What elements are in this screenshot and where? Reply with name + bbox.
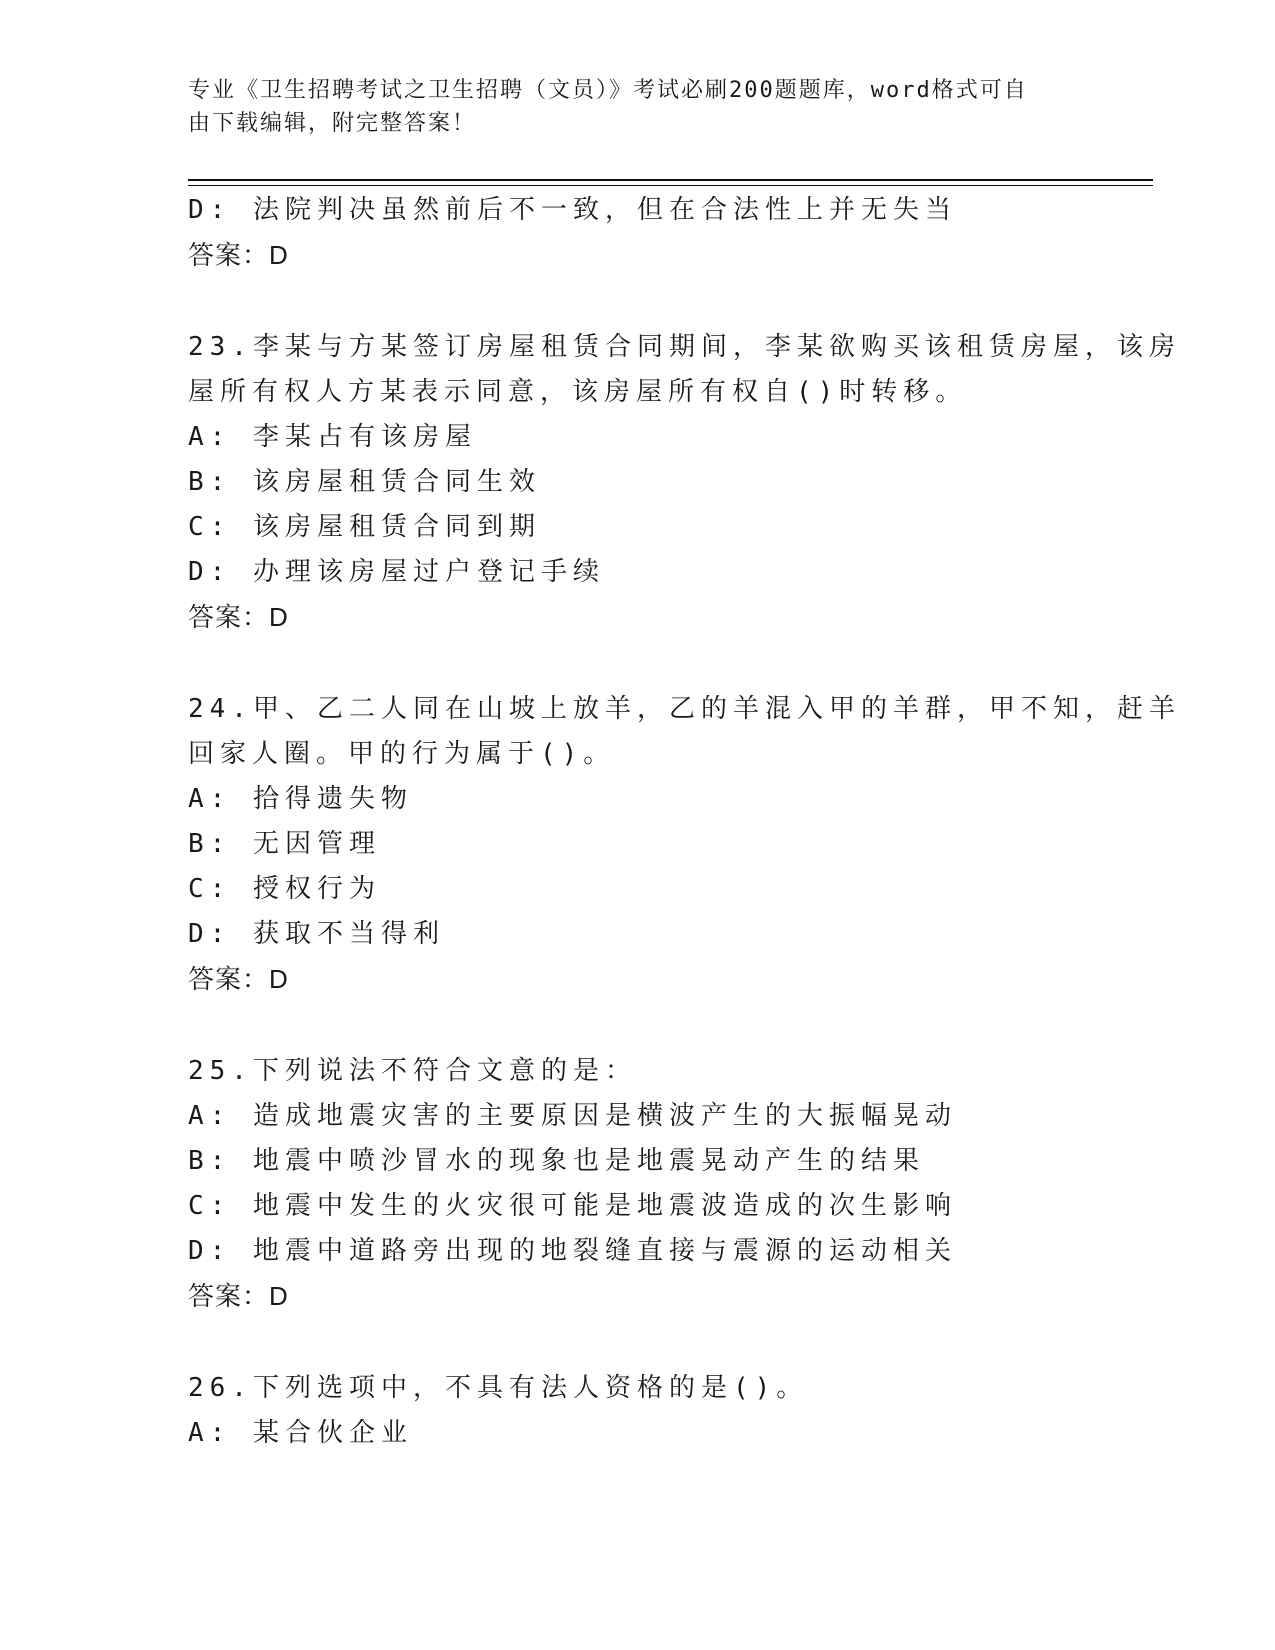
option-d: D: 地震中道路旁出现的地裂缝直接与震源的运动相关 (188, 1236, 957, 1266)
option-d: D: 获取不当得利 (188, 919, 445, 949)
option-a: A: 李某占有该房屋 (188, 422, 477, 452)
option-b: B: 该房屋租赁合同生效 (188, 467, 541, 497)
answer: 答案：D (188, 602, 289, 632)
question-stem-cont: 屋所有权人方某表示同意，该房屋所有权自()时转移。 (188, 377, 968, 407)
question-stem-cont: 回家人圈。甲的行为属于()。 (188, 739, 616, 769)
option-c: C: 地震中发生的火灾很可能是地震波造成的次生影响 (188, 1191, 957, 1221)
header-line-1: 专业《卫生招聘考试之卫生招聘（文员）》考试必刷200题题库，word格式可自 (188, 78, 1028, 103)
header-line-2: 由下载编辑，附完整答案！ (188, 111, 477, 136)
answer: 答案：D (188, 964, 289, 994)
document-header (188, 74, 1068, 140)
option-a: A: 某合伙企业 (188, 1418, 413, 1448)
question-24 (188, 687, 1181, 1002)
answer: 答案：D (188, 1281, 289, 1311)
question-stem: 25.下列说法不符合文意的是： (188, 1056, 637, 1086)
prev-question-answer: 答案：D (188, 240, 289, 270)
question-stem: 23.李某与方某签订房屋租赁合同期间，李某欲购买该租赁房屋，该房 (188, 332, 1181, 362)
option-a: A: 拾得遗失物 (188, 784, 413, 814)
question-stem: 26.下列选项中，不具有法人资格的是()。 (188, 1373, 809, 1403)
question-25 (188, 1049, 1088, 1319)
option-b: B: 地震中喷沙冒水的现象也是地震晃动产生的结果 (188, 1146, 925, 1176)
header-divider-thick (188, 179, 1153, 181)
question-23 (188, 325, 1181, 640)
option-c: C: 该房屋租赁合同到期 (188, 512, 541, 542)
question-26 (188, 1366, 1088, 1456)
header-divider-thin (188, 185, 1153, 186)
option-d: D: 办理该房屋过户登记手续 (188, 557, 605, 587)
option-b: B: 无因管理 (188, 829, 381, 859)
document-body (188, 188, 1181, 1456)
prev-question-option-d: D: 法院判决虽然前后不一致，但在合法性上并无失当 (188, 195, 957, 225)
option-a: A: 造成地震灾害的主要原因是横波产生的大振幅晃动 (188, 1101, 957, 1131)
option-c: C: 授权行为 (188, 874, 381, 904)
question-stem: 24.甲、乙二人同在山坡上放羊，乙的羊混入甲的羊群，甲不知，赶羊 (188, 694, 1181, 724)
